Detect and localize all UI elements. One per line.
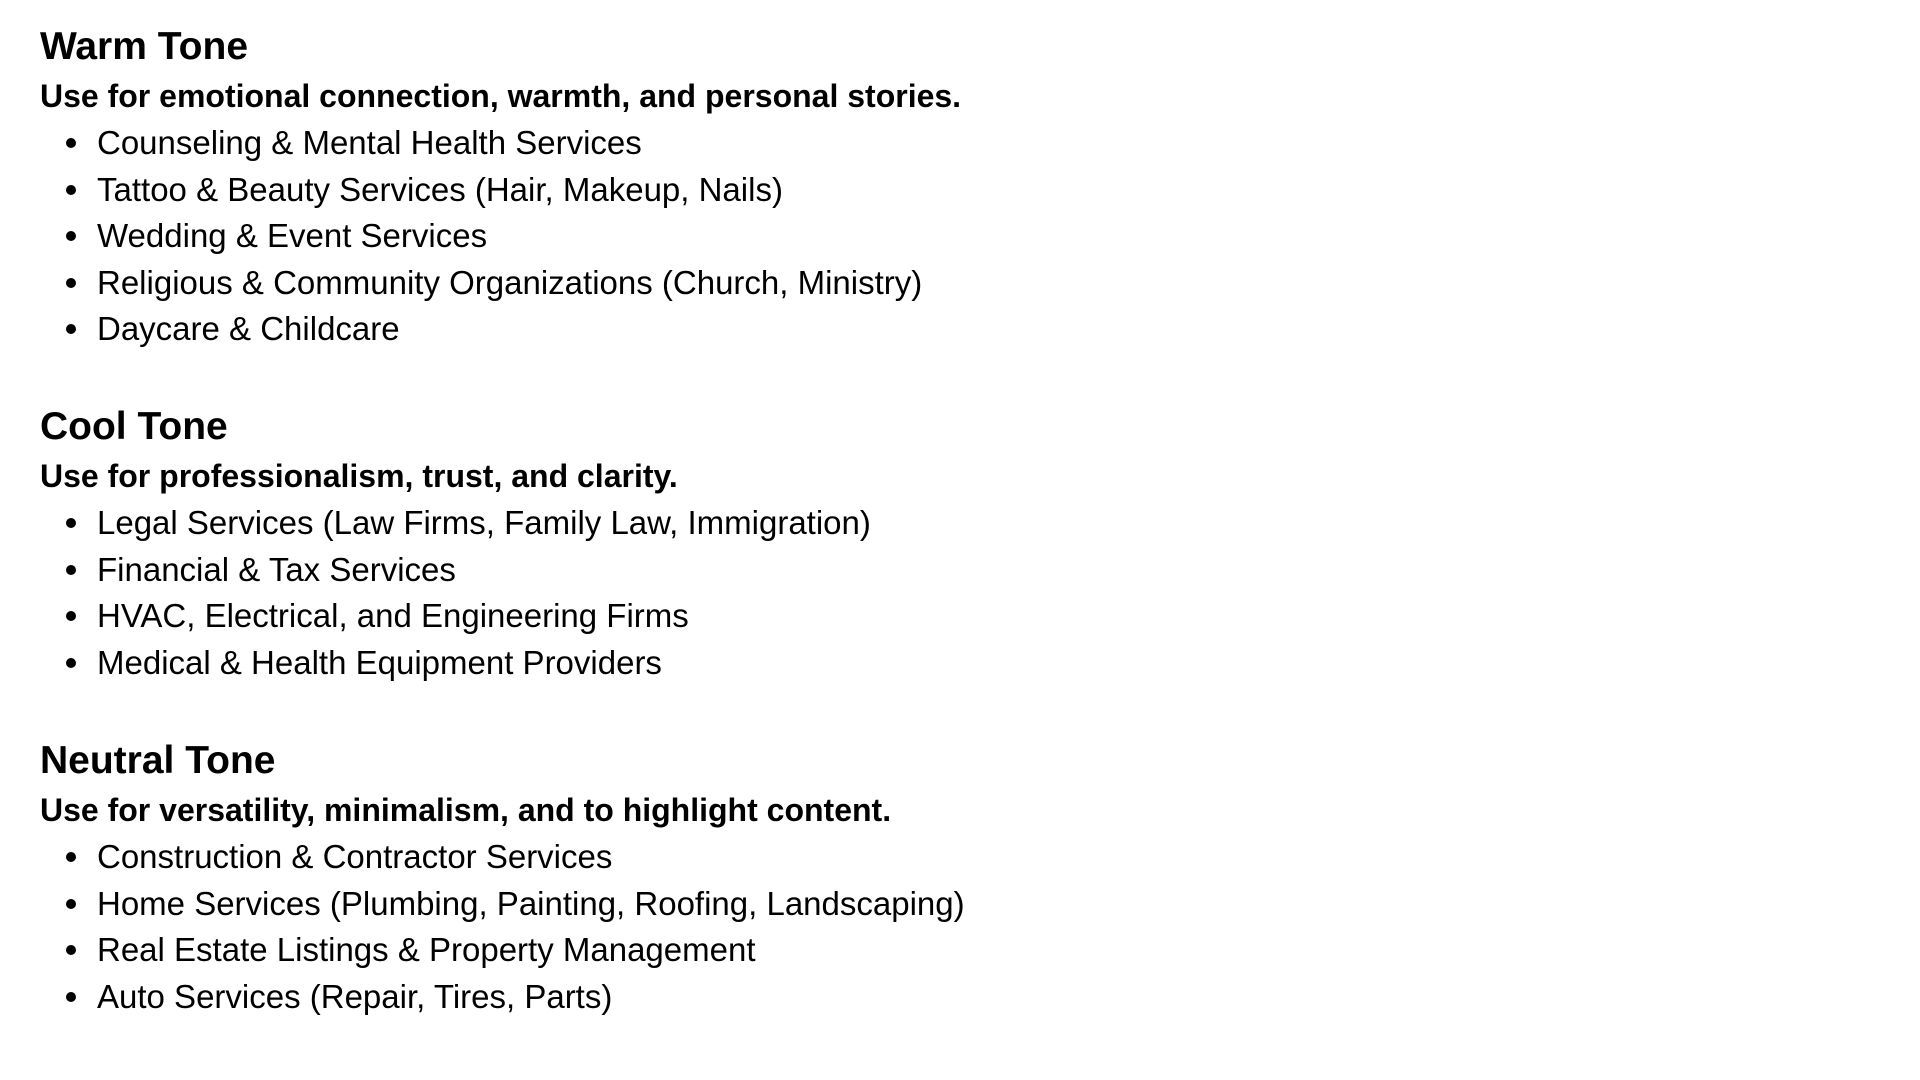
- bullet-icon: [66, 852, 76, 862]
- section-subtitle: Use for professionalism, trust, and clarity.: [40, 458, 678, 494]
- list-item: [40, 213, 961, 260]
- bullet-icon: [66, 231, 76, 241]
- list-item-text: Real Estate Listings & Property Management: [97, 931, 756, 968]
- bullet-icon: [66, 565, 76, 575]
- bullet-icon: [66, 324, 76, 334]
- section-neutral-tone: [40, 736, 965, 1020]
- list-item: [40, 640, 871, 687]
- list-item-text: Home Services (Plumbing, Painting, Roofing, Landscaping): [97, 884, 965, 922]
- list-item-text: Financial & Tax Services: [97, 550, 456, 588]
- item-list: [40, 120, 961, 353]
- item-list: [40, 834, 965, 1020]
- list-item-text: Auto Services (Repair, Tires, Parts): [97, 977, 613, 1015]
- list-item: [40, 834, 965, 881]
- list-item-text: Legal Services (Law Firms, Family Law, Immigration): [97, 504, 871, 541]
- list-item-text: Construction & Contractor Services: [97, 838, 613, 875]
- bullet-icon: [66, 992, 76, 1002]
- section-warm-tone: [40, 22, 961, 353]
- section-title: Neutral Tone: [40, 739, 276, 782]
- bullet-icon: [66, 658, 76, 668]
- bullet-icon: [66, 899, 76, 909]
- list-item-text: HVAC, Electrical, and Engineering Firms: [97, 597, 689, 634]
- list-item: [40, 306, 961, 353]
- list-item-text: Daycare & Childcare: [97, 310, 400, 347]
- bullet-icon: [66, 518, 76, 528]
- list-item: [40, 500, 871, 547]
- list-item-text: Counseling & Mental Health Services: [97, 124, 642, 161]
- list-item: [40, 974, 965, 1021]
- section-title: Cool Tone: [40, 405, 228, 448]
- bullet-icon: [66, 278, 76, 288]
- list-item: [40, 547, 871, 594]
- bullet-icon: [66, 185, 76, 195]
- section-cool-tone: [40, 402, 871, 686]
- list-item-text: Medical & Health Equipment Providers: [97, 643, 662, 681]
- section-subtitle: Use for versatility, minimalism, and to highlight content.: [40, 792, 892, 828]
- list-item: [40, 593, 871, 640]
- bullet-icon: [66, 611, 76, 621]
- item-list: [40, 500, 871, 686]
- section-title: Warm Tone: [40, 25, 249, 68]
- list-item: [40, 120, 961, 167]
- bullet-icon: [66, 945, 76, 955]
- list-item: [40, 260, 961, 307]
- section-subtitle: Use for emotional connection, warmth, and personal stories.: [40, 78, 962, 114]
- list-item: [40, 881, 965, 928]
- list-item-text: Wedding & Event Services: [97, 217, 488, 254]
- list-item-text: Religious & Community Organizations (Church, Ministry): [97, 263, 923, 301]
- list-item: [40, 927, 965, 974]
- bullet-icon: [66, 138, 76, 148]
- list-item-text: Tattoo & Beauty Services (Hair, Makeup, Nails): [97, 170, 783, 208]
- list-item: [40, 167, 961, 214]
